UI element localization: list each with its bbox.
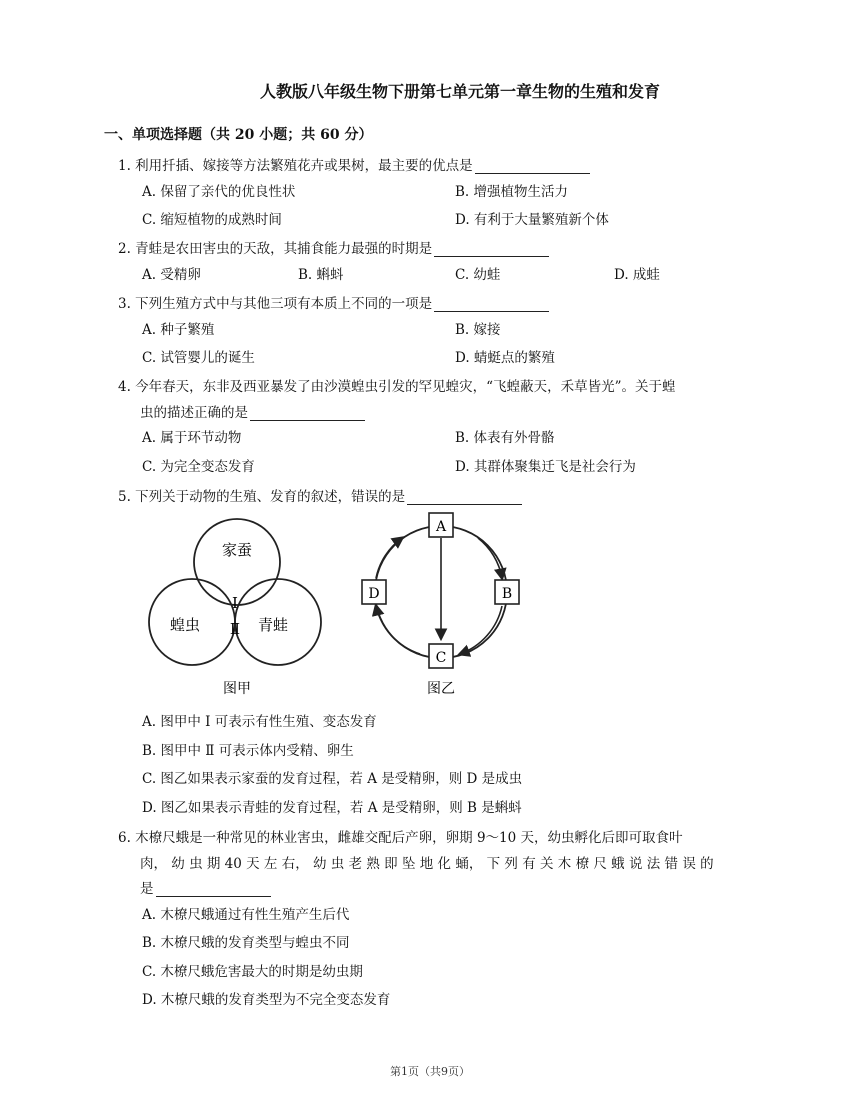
q5-option-c: C. 图乙如果表示家蚕的发育过程，若 A 是受精卵，则 D 是成虫 — [142, 771, 523, 787]
answer-blank[interactable] — [407, 490, 522, 505]
figure-yi-cycle — [350, 508, 530, 700]
q6-option-a: A. 木橑尺蛾通过有性生殖产生后代 — [142, 907, 350, 923]
venn-label-silkworm: 家蚕 — [221, 541, 253, 559]
q4-option-b: B. 体表有外骨骼 — [455, 430, 555, 446]
question-4-stem-line2: 虫的描述正确的是 — [140, 401, 365, 421]
stage-label-a: A — [435, 519, 447, 535]
question-3-stem: 3. 下列生殖方式中与其他三项有本质上不同的一项是 — [118, 292, 549, 312]
venn-label-locust: 蝗虫 — [169, 616, 201, 634]
stage-label-b: B — [501, 586, 513, 602]
q4-option-d: D. 其群体聚集迁飞是社会行为 — [455, 459, 636, 475]
q1-option-d: D. 有利于大量繁殖新个体 — [455, 212, 609, 228]
question-1-stem: 1. 利用扦插、嫁接等方法繁殖花卉或果树，最主要的优点是 — [118, 154, 590, 174]
venn-region-ii: Ⅱ — [229, 620, 241, 638]
answer-blank[interactable] — [156, 882, 271, 897]
page-title: 人教版八年级生物下册第七单元第一章生物的生殖和发育 — [259, 82, 660, 101]
q3-option-d: D. 蜻蜓点的繁殖 — [455, 350, 555, 366]
q6-option-b: B. 木橑尺蛾的发育类型与蝗虫不同 — [142, 935, 350, 951]
answer-blank[interactable] — [434, 297, 549, 312]
venn-region-i: Ⅰ — [232, 594, 238, 612]
q4-option-a: A. 属于环节动物 — [142, 430, 242, 446]
answer-blank[interactable] — [475, 159, 590, 174]
q2-option-d: D. 成蛙 — [614, 267, 660, 283]
question-2-stem: 2. 青蛙是农田害虫的天敌，其捕食能力最强的时期是 — [118, 237, 549, 257]
q1-option-a: A. 保留了亲代的优良性状 — [142, 184, 296, 200]
q2-option-c: C. 幼蛙 — [455, 267, 501, 283]
q1-option-c: C. 缩短植物的成熟时间 — [142, 212, 282, 228]
section-heading: 一、单项选择题（共 20 小题；共 60 分） — [104, 127, 373, 143]
q6-option-d: D. 木橑尺蛾的发育类型为不完全变态发育 — [142, 992, 391, 1008]
q2-option-a: A. 受精卵 — [142, 267, 201, 283]
page-footer: 第1页（共9页） — [390, 1065, 470, 1078]
arrow-d-to-a — [376, 538, 402, 578]
q1-option-b: B. 增强植物生活力 — [455, 184, 569, 200]
figure-jia-venn — [140, 510, 340, 700]
answer-blank[interactable] — [434, 242, 549, 257]
q3-option-a: A. 种子繁殖 — [142, 322, 215, 338]
q3-option-c: C. 试管婴儿的诞生 — [142, 350, 255, 366]
q3-option-b: B. 嫁接 — [455, 322, 501, 338]
arrow-c-to-d — [376, 606, 420, 654]
question-4-stem-line1: 4. 今年春天，东非及西亚暴发了由沙漠蝗虫引发的罕见蝗灾，“飞蝗蔽天，禾草皆光”。关于蝗 — [118, 379, 676, 395]
stage-label-c: C — [435, 650, 447, 666]
q5-option-a: A. 图甲中 Ⅰ 可表示有性生殖、变态发育 — [142, 714, 377, 730]
venn-label-frog: 青蛙 — [257, 616, 289, 634]
stage-label-d: D — [368, 586, 380, 602]
q2-option-b: B. 蝌蚪 — [298, 267, 344, 283]
figure-yi-caption: 图乙 — [427, 681, 455, 697]
figure-jia-caption: 图甲 — [223, 681, 251, 697]
answer-blank[interactable] — [250, 406, 365, 421]
question-6-stem-line2: 肉， 幼 虫 期 40 天 左 右， 幼 虫 老 熟 即 坠 地 化 蛹， 下 列 有 关 木 橑 尺 蛾 说 法 错 误 的 — [140, 856, 714, 872]
q6-option-c: C. 木橑尺蛾危害最大的时期是幼虫期 — [142, 964, 363, 980]
question-5-stem: 5. 下列关于动物的生殖、发育的叙述，错误的是 — [118, 485, 522, 505]
q5-option-d: D. 图乙如果表示青蛙的发育过程，若 A 是受精卵，则 B 是蝌蚪 — [142, 800, 522, 816]
question-6-stem-line3: 是 — [140, 877, 271, 897]
question-6-stem-line1: 6. 木橑尺蛾是一种常见的林业害虫，雌雄交配后产卵，卵期 9～10 天，幼虫孵化后即可取食叶 — [118, 830, 683, 846]
q5-option-b: B. 图甲中 Ⅱ 可表示体内受精、卵生 — [142, 743, 354, 759]
q4-option-c: C. 为完全变态发育 — [142, 459, 255, 475]
venn-circle-silkworm — [194, 519, 280, 605]
